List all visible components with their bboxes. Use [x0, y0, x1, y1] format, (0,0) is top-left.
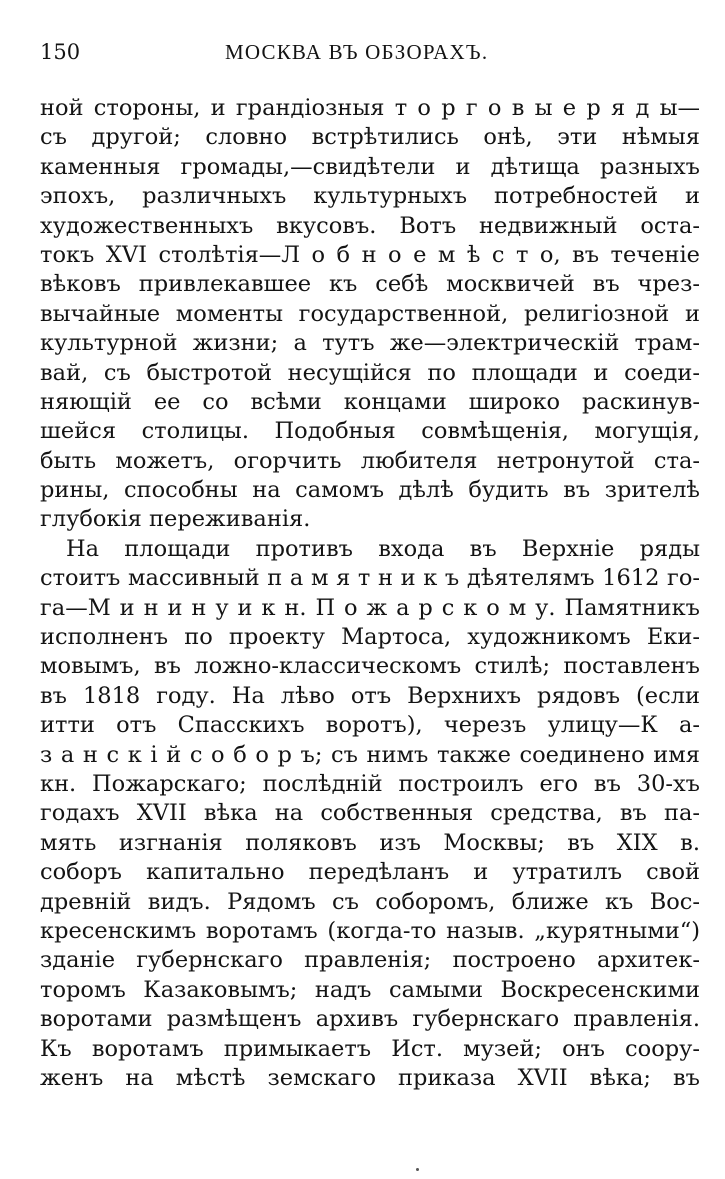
text-line: художественныхъ вкусовъ. Вотъ недвижный оста-: [40, 212, 700, 239]
body-text: [40, 94, 700, 1093]
text-line: соборъ капитально передѣланъ и утратилъ свой: [40, 859, 700, 886]
text-line: глубокія переживанія.: [40, 506, 311, 533]
text-line: стоитъ массивный п а м я т н и к ъ дѣятелямъ 1612 го-: [40, 565, 700, 592]
text-line: женъ на мѣстѣ земскаго приказа XVII вѣка; въ: [40, 1064, 700, 1091]
text-line: рины, способны на самомъ дѣлѣ будить въ зрителѣ: [40, 477, 700, 504]
text-line: з а н с к і й с о б о р ъ; съ нимъ также соединено имя: [40, 741, 700, 768]
text-line: культурной жизни; а тутъ же—электрическій трам-: [40, 330, 700, 357]
text-line: съ другой; словно встрѣтились онѣ, эти нѣмыя: [40, 124, 700, 151]
text-line: кн. Пожарскаго; послѣдній построилъ его въ 30-хъ: [40, 770, 700, 797]
text-line: древній видъ. Рядомъ съ соборомъ, ближе къ Вос-: [40, 888, 700, 915]
text-line: вѣковъ привлекавшее къ себѣ москвичей въ чрез-: [40, 271, 700, 298]
text-line: торомъ Казаковымъ; надъ самыми Воскресенскими: [40, 976, 700, 1003]
text-line: въ 1818 году. На лѣво отъ Верхнихъ рядовъ (если: [40, 682, 700, 709]
text-line: Къ воротамъ примыкаетъ Ист. музей; онъ соору-: [40, 1035, 700, 1062]
text-line: исполненъ по проекту Мартоса, художникомъ Еки-: [40, 624, 700, 651]
page-header: [0, 40, 725, 70]
print-speck: [416, 1168, 419, 1171]
page-number: 150: [40, 40, 81, 64]
text-line: зданіе губернскаго правленія; построено архитек-: [40, 947, 700, 974]
running-title: МОСКВА ВЪ ОБЗОРАХЪ.: [225, 40, 489, 64]
text-line: каменныя громады,—свидѣтели и дѣтища разныхъ: [40, 153, 700, 180]
text-line: няющій ее со всѣми концами широко раскинув-: [40, 388, 700, 415]
text-line: быть можетъ, огорчить любителя нетронутой ста-: [40, 447, 700, 474]
text-line: вычайные моменты государственной, религіозной и: [40, 300, 700, 327]
text-line: мовымъ, въ ложно-классическомъ стилѣ; поставленъ: [40, 653, 700, 680]
text-line: эпохъ, различныхъ культурныхъ потребностей и: [40, 183, 700, 210]
text-line: годахъ XVII вѣка на собственныя средства, въ па-: [40, 800, 700, 827]
text-line: кресенскимъ воротамъ (когда-то назыв. „курятными“): [40, 917, 700, 944]
text-line: вай, съ быстротой несущійся по площади и соеди-: [40, 359, 700, 386]
text-line: итти отъ Спасскихъ воротъ), черезъ улицу—К а-: [40, 712, 700, 739]
text-line: токъ XVI столѣтія—Л о б н о е м ѣ с т о, въ теченіе: [40, 241, 700, 268]
text-line: воротами размѣщенъ архивъ губернскаго правленія.: [40, 1006, 700, 1033]
text-line: мять изгнанія поляковъ изъ Москвы; въ XIX в.: [40, 829, 700, 856]
text-line: шейся столицы. Подобныя совмѣщенія, могущія,: [40, 418, 700, 445]
text-line: ной стороны, и грандіозныя т о р г о в ы е р я д ы—: [40, 95, 700, 121]
text-line: На площади противъ входа въ Верхніе ряды: [66, 535, 700, 562]
text-line: га—М и н и н у и к н. П о ж а р с к о м у. Памятникъ: [40, 594, 700, 621]
